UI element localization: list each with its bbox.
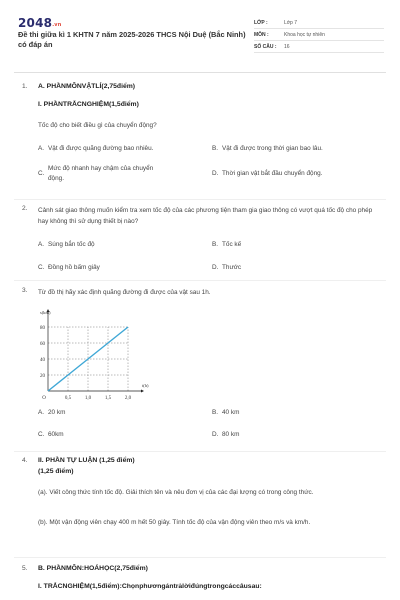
option-d[interactable]: D. Thước — [212, 264, 242, 271]
essay-part-a: (a). Viết công thức tính tốc độ. Giải thích tên và nêu đơn vị của các đại lượng có trong công thức. — [38, 489, 314, 496]
section-title: A. PHẦNMÔNVẬTLÍ(2,75điểm) — [38, 83, 136, 90]
option-a[interactable]: A. Súng bắn tốc độ — [38, 241, 95, 248]
x-tick-label: 2,0 — [124, 396, 132, 401]
option-a[interactable]: A. Vật đi được quãng đường bao nhiêu. — [38, 145, 154, 152]
essay-part-b: (b). Một vận động viên chạy 400 m hết 50 giây. Tính tốc độ của vận động viên theo m/s và km/h. — [38, 519, 311, 526]
question-number: 1. — [22, 83, 28, 90]
header — [18, 16, 384, 56]
meta-row-grade — [254, 18, 384, 29]
question-body — [38, 457, 378, 526]
question-number: 2. — [22, 205, 28, 212]
x-axis-label: t(h) — [142, 383, 149, 388]
question-body — [38, 205, 378, 271]
site-logo[interactable]: $2048_{.vn}$ — [18, 16, 62, 30]
option-d[interactable]: D. Thời gian vật bắt đầu chuyển động. — [212, 170, 323, 177]
section-title: II. PHẦN TỰ LUẬN (1,25 điểm) — [38, 457, 135, 464]
option-c[interactable]: C. Mức độ nhanh hay chậm của chuyển động. — [38, 165, 154, 182]
section-title: B. PHẦNMÔN:HOÁHỌC(2,75điểm) — [38, 565, 148, 572]
exam-title: Đề thi giữa kì 1 KHTN 7 năm 2025-2026 THCS Nội Duệ (Bắc Ninh) có đáp án — [18, 30, 246, 49]
meta-key: SỐ CÂU : — [254, 44, 277, 50]
option-b[interactable]: B. Vật đi được trong thời gian bao lâu. — [212, 145, 323, 152]
meta-value: 16 — [284, 44, 290, 50]
option-b[interactable]: B. 40 km — [212, 409, 240, 416]
question-2 — [22, 205, 384, 275]
question-text: Tốc độ cho biết điều gì của chuyển động? — [38, 122, 157, 129]
header-divider — [14, 72, 386, 73]
x-axis-arrow — [141, 390, 144, 393]
option-a[interactable]: A. 20 km — [38, 409, 66, 416]
question-5 — [22, 565, 384, 600]
x-tick-label: 1,0 — [84, 396, 92, 401]
meta-key: LỚP : — [254, 20, 268, 26]
x-tick-label: 0,5 — [64, 396, 72, 401]
meta-row-subject — [254, 30, 384, 41]
question-number: 4. — [22, 457, 28, 464]
question-4 — [22, 457, 384, 557]
meta-key: MÔN : — [254, 32, 269, 38]
option-b[interactable]: B. Tốc kế — [212, 241, 242, 248]
y-tick-label: 40 — [40, 357, 45, 363]
question-divider — [14, 280, 386, 281]
option-c[interactable]: C. 60km — [38, 431, 64, 438]
section-points: (1,25 điểm) — [38, 468, 74, 475]
subsection-title: I. PHẦNTRẮCNGHIỆM(1,5điểm) — [38, 101, 139, 108]
meta-row-count — [254, 42, 384, 53]
question-body — [38, 83, 378, 182]
exam-meta — [254, 18, 384, 54]
option-d[interactable]: D. 80 km — [212, 431, 240, 438]
question-1 — [22, 83, 384, 193]
y-tick-label: 80 — [40, 325, 45, 331]
meta-value: Khoa học tự nhiên — [284, 32, 325, 38]
question-number: 3. — [22, 287, 28, 294]
question-text: Từ đồ thị hãy xác định quãng đường đi được của vật sau 1h. — [38, 289, 211, 296]
y-axis-label: s(km) — [40, 310, 51, 315]
x-tick-label: O — [42, 396, 46, 401]
subsection-title: I. TRẮCNGHIỆM(1,5điểm):Chọnphươngántrảlờiđúngtrongcáccâusau: — [38, 583, 262, 590]
question-number: 5. — [22, 565, 28, 572]
question-divider — [14, 451, 386, 452]
distance-time-chart — [30, 308, 149, 403]
question-divider — [14, 199, 386, 200]
meta-value: Lớp 7 — [284, 20, 298, 26]
y-tick-label: 60 — [40, 341, 45, 347]
x-tick-label: 1,5 — [104, 396, 112, 401]
question-divider — [14, 557, 386, 558]
y-tick-label: 20 — [40, 373, 45, 379]
question-text: Cảnh sát giao thông muốn kiểm tra xem tốc độ của các phương tiện tham gia giao thông có vượt quá tốc độ cho phép hay không thì sử dụng thiết bị nào? — [38, 207, 373, 225]
option-c[interactable]: C. Đồng hồ bấm giây — [38, 264, 100, 271]
question-body — [38, 565, 378, 590]
